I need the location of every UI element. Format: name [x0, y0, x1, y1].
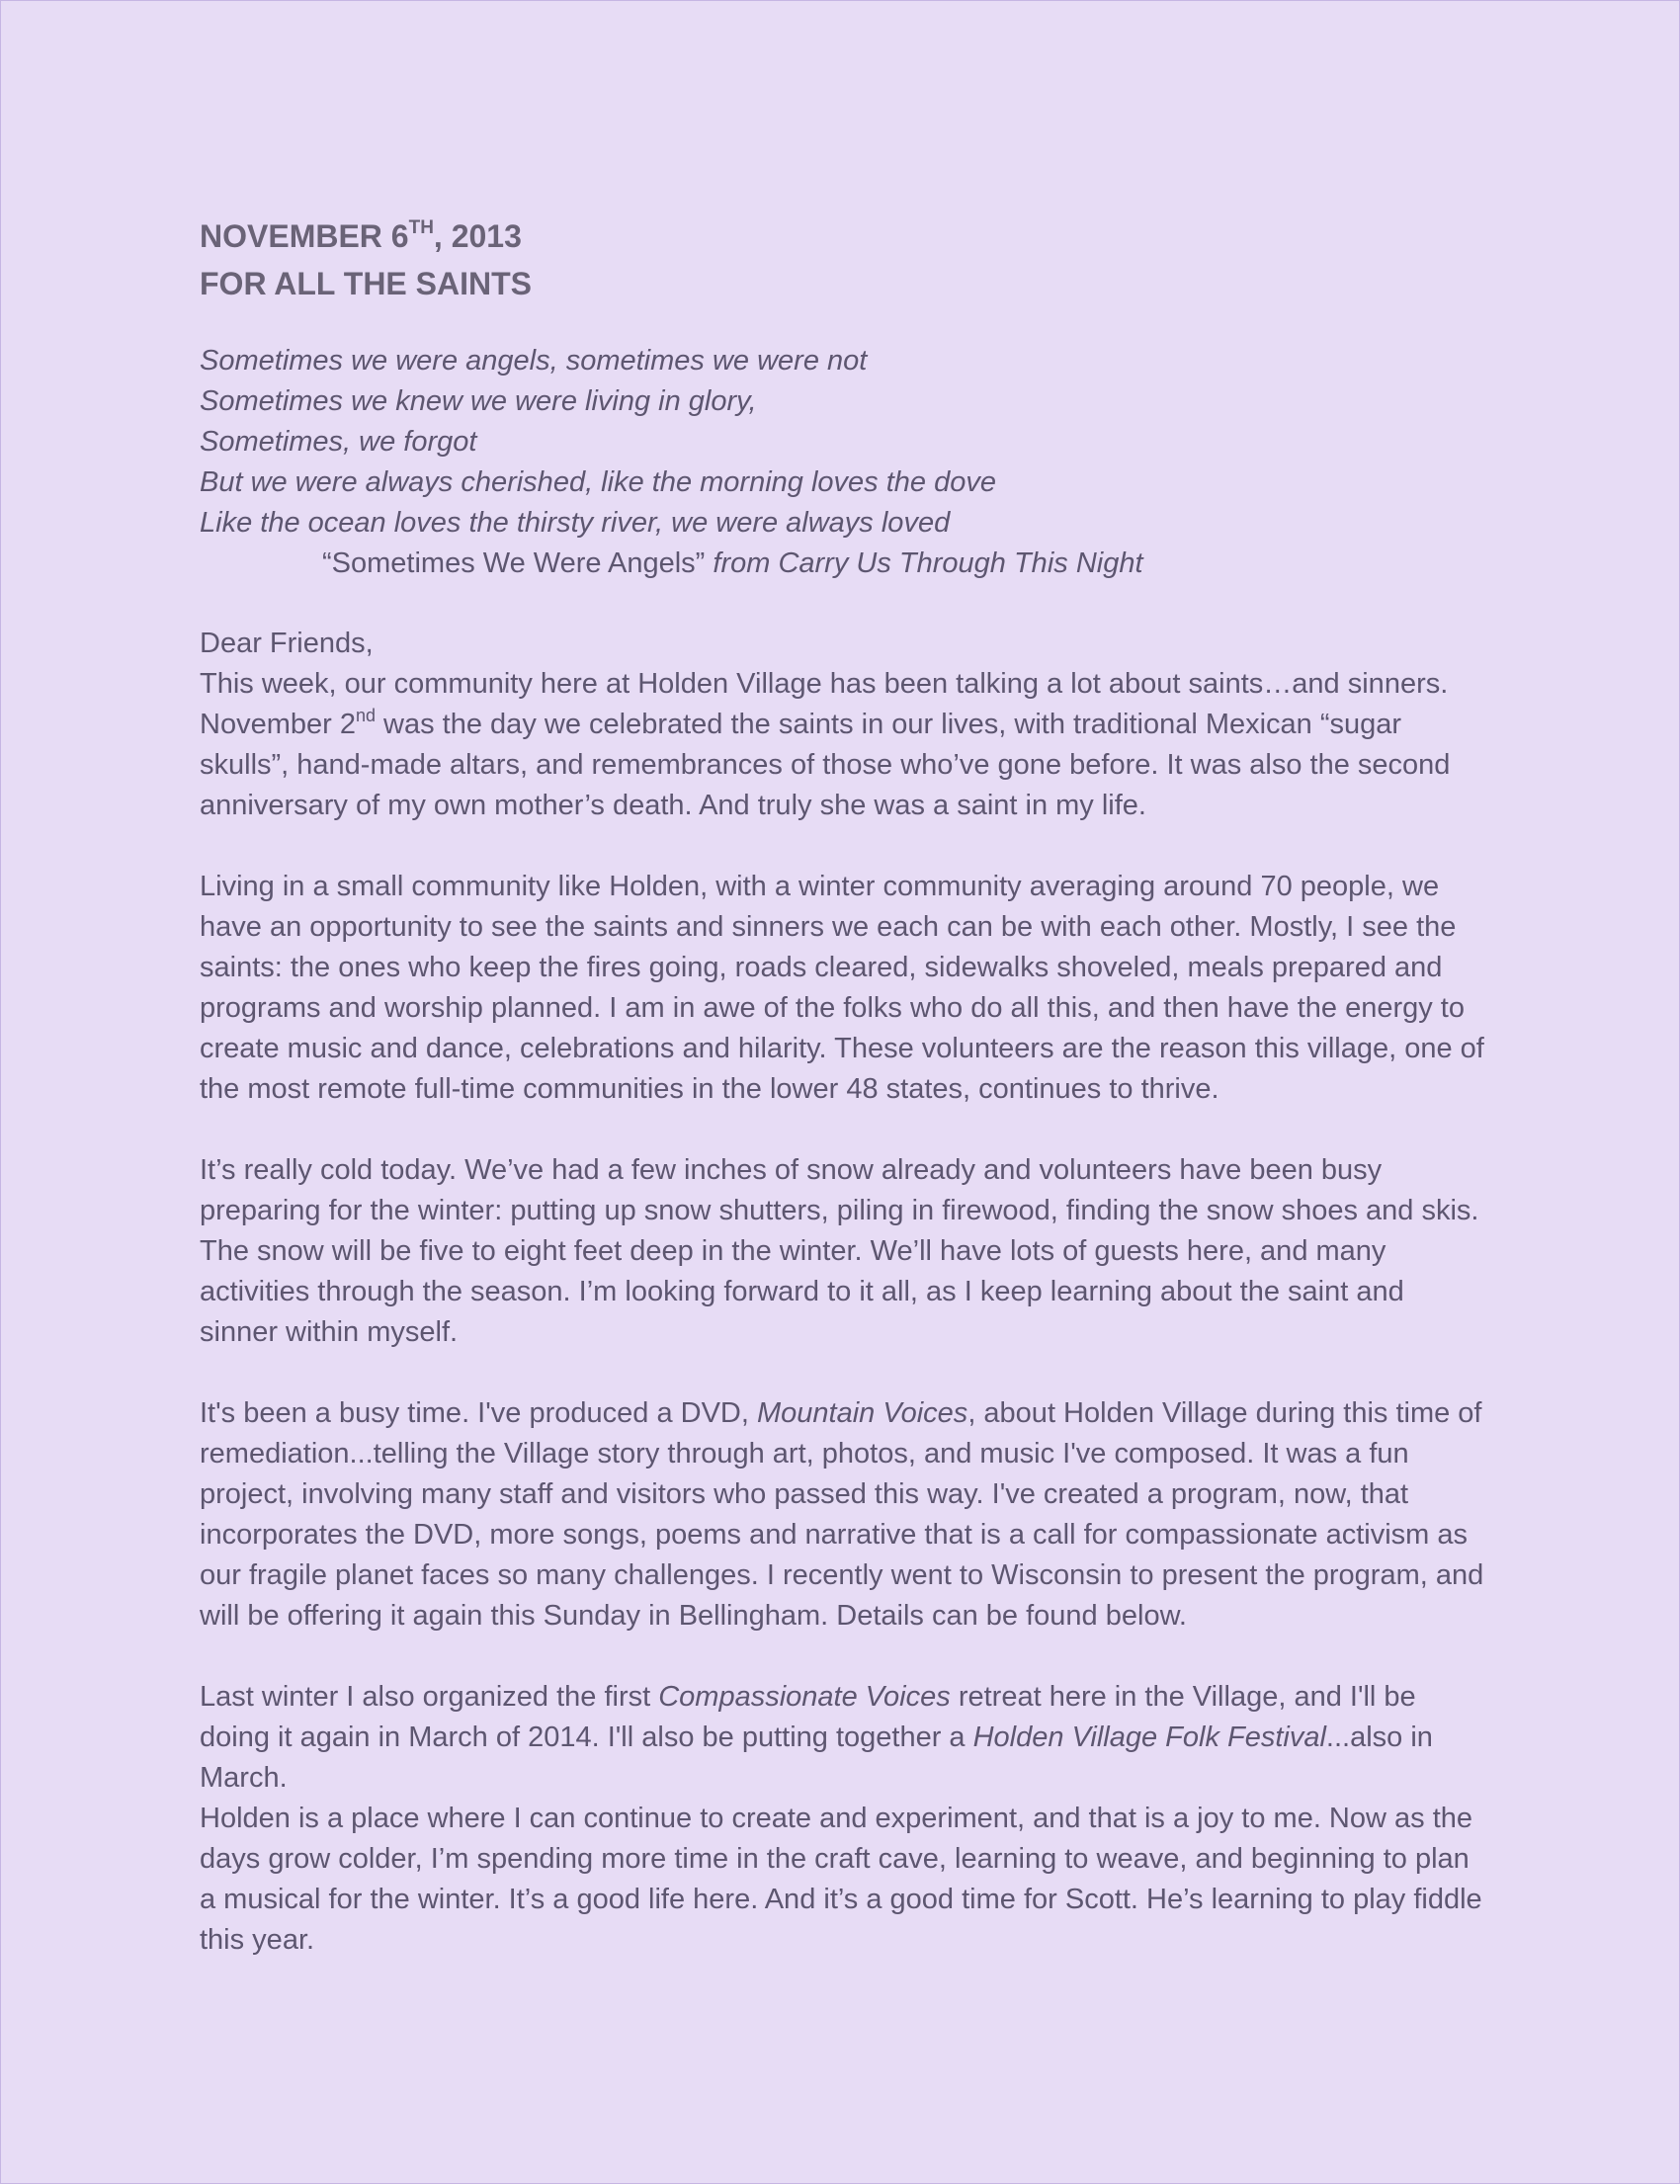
- poem-line: Sometimes we were angels, sometimes we were not: [200, 345, 868, 377]
- poem-line: Like the ocean loves the thirsty river, we were always loved: [200, 507, 951, 539]
- festival-title: Holden Village Folk Festival: [972, 1722, 1326, 1753]
- letter-date: [200, 212, 1484, 260]
- attribution-song: “Sometimes We Were Angels”: [322, 547, 706, 579]
- poem-epigraph: [200, 341, 1484, 584]
- paragraph-1: [200, 664, 1484, 826]
- poem-line: Sometimes we knew we were living in glory,: [200, 385, 757, 417]
- greeting: Dear Friends,: [200, 628, 374, 659]
- paragraph-5-text-c: ...also in March.: [200, 1722, 1433, 1794]
- paragraph-1-text-a: This week, our community here at Holden Village has been talking a lot about saints…and sinners. November 2: [200, 668, 1449, 740]
- paragraph-3: It’s really cold today. We’ve had a few inches of snow already and volunteers have been busy preparing for the winter: putting up snow shutters, piling in firewood, finding the snow shoes and skis. The snow will be five to eight feet deep in the winter. We’ll have lots of guests here, and many activities through the season. I’m looking forward to it all, as I keep learning about the saint and sinner within myself.: [200, 1154, 1479, 1348]
- paragraph-5-text-a: Last winter I also organized the first: [200, 1681, 659, 1713]
- date-ordinal: TH: [408, 217, 434, 238]
- poem-attribution: [200, 544, 1484, 584]
- paragraph-5: [200, 1677, 1484, 1799]
- paragraph-4-text-b: , about Holden Village during this time of remediation...telling the Village story through art, photos, and music I've composed. It was a fun project, involving many staff and visitors who passed this way. I've created a program, now, that incorporates the DVD, more songs, poems and narrative that is a call for compassionate activism as our fragile planet faces so many challenges. I recently went to Wisconsin to present the program, and will be offering it again this Sunday in Bellingham. Details can be found below.: [200, 1397, 1484, 1632]
- letter-content: [200, 212, 1484, 1961]
- paragraph-2: Living in a small community like Holden, with a winter community averaging around 70 people, we have an opportunity to see the saints and sinners we each can be with each other. Mostly, I see the saints: the ones who keep the fires going, roads cleared, sidewalks shoveled, meals prepared and programs and worship planned. I am in awe of the folks who do all this, and then have the energy to create music and dance, celebrations and hilarity. These volunteers are the reason this village, one of the most remote full-time communities in the lower 48 states, continues to thrive.: [200, 871, 1484, 1105]
- letter-body: [200, 624, 1484, 1961]
- date-year: , 2013: [433, 218, 522, 254]
- paragraph-1-ordinal: nd: [355, 706, 376, 725]
- poem-line: Sometimes, we forgot: [200, 426, 477, 458]
- attribution-album: from Carry Us Through This Night: [705, 547, 1143, 579]
- poem-line: But we were always cherished, like the morning loves the dove: [200, 466, 996, 498]
- paragraph-4-text-a: It's been a busy time. I've produced a DVD,: [200, 1397, 757, 1429]
- paragraph-6: Holden is a place where I can continue to create and experiment, and that is a joy to me. Now as the days grow colder, I’m spending more time in the craft cave, learning to weave, and beginning to plan a musical for the winter. It’s a good life here. And it’s a good time for Scott. He’s learning to play fiddle this year.: [200, 1803, 1482, 1956]
- retreat-title: Compassionate Voices: [658, 1681, 951, 1713]
- dvd-title: Mountain Voices: [756, 1397, 968, 1429]
- paragraph-4: [200, 1393, 1484, 1637]
- letter-title: FOR ALL THE SAINTS: [200, 266, 532, 301]
- paragraph-5-text-b: retreat here in the Village, and I'll be doing it again in March of 2014. I'll also be putting together a: [200, 1681, 1416, 1753]
- date-text: NOVEMBER 6: [200, 218, 409, 254]
- paragraph-1-text-b: was the day we celebrated the saints in our lives, with traditional Mexican “sugar skulls”, hand-made altars, and remembrances of those who’ve gone before. It was also the second anniversary of my own mother’s death. And truly she was a saint in my life.: [200, 709, 1451, 821]
